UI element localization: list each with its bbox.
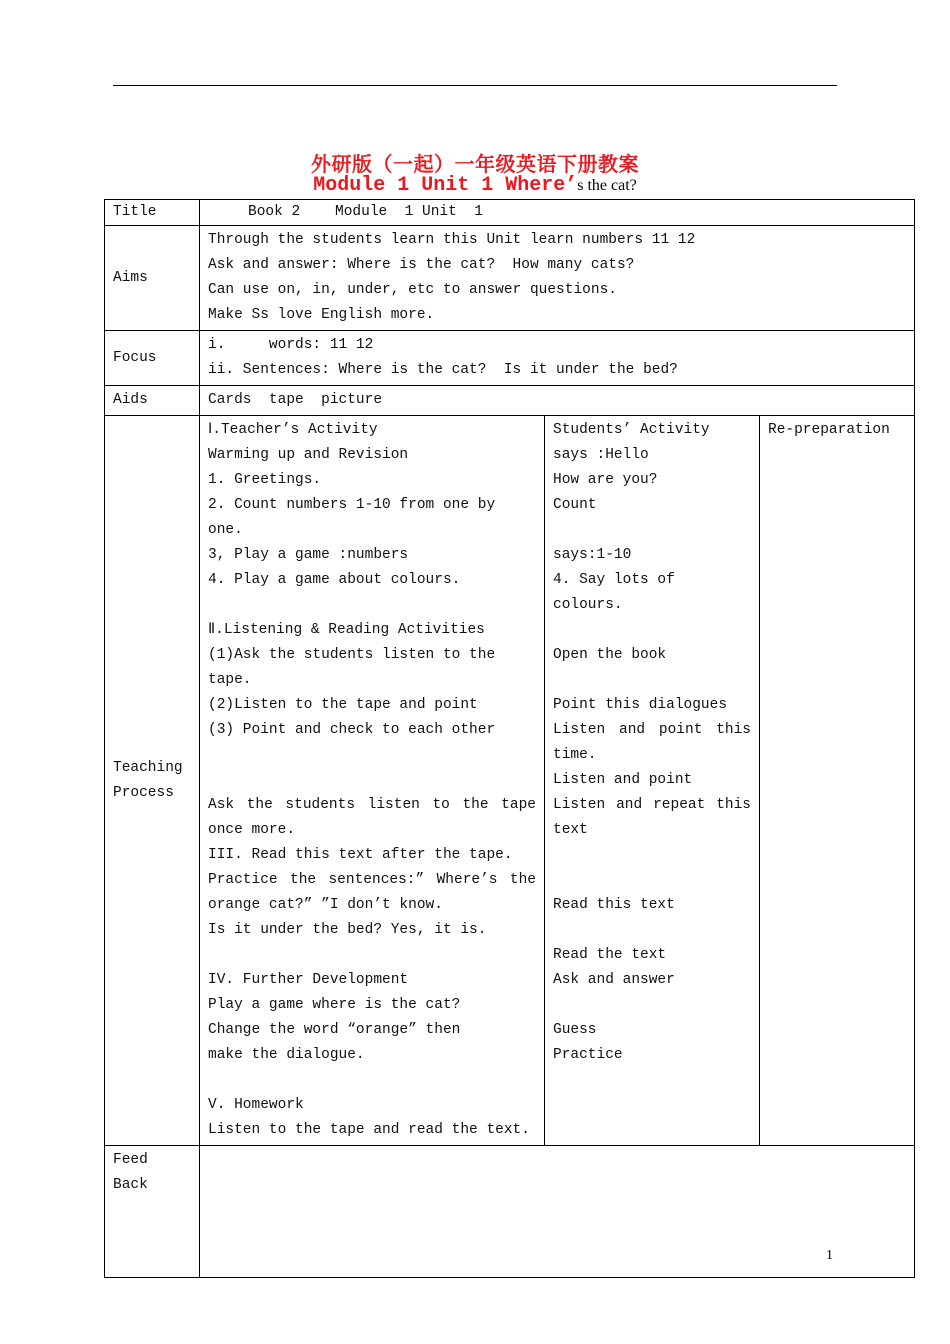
student-line: Read this text [553,897,675,913]
student-line: Open the book [553,647,667,663]
teacher-line: V. Homework [208,1097,304,1113]
aims-line: Through the students learn this Unit learn numbers 11 12 [208,232,696,248]
re-preparation-label: Re-preparation [768,422,890,438]
title-value-text: Book 2 Module 1 Unit 1 [248,204,483,220]
title-label: Title [105,200,200,226]
student-line [553,918,751,943]
header-rule [113,85,837,86]
aids-value: Cards tape picture [208,392,383,408]
teacher-line: III. Read this text after the tape. [208,847,513,863]
page-number: 1 [826,1248,833,1263]
student-line: Listen and point this [553,722,751,738]
teacher-line: 1. Greetings. [208,472,322,488]
student-line: Listen and repeat this [553,797,751,813]
row-title [105,200,915,226]
focus-label: Focus [105,331,200,386]
student-line [553,868,751,893]
student-activity-column [545,416,760,1146]
title-english-tail: s the cat? [577,177,637,194]
document-title-english [0,174,950,197]
aims-line: Make Ss love English more. [208,307,435,323]
feedback-label-line: Back [113,1177,148,1193]
row-focus [105,331,915,386]
row-aids [105,386,915,416]
teacher-line: Play a game where is the cat? [208,997,461,1013]
student-line: Listen and point [553,772,693,788]
student-line: Read the text [553,947,667,963]
teacher-line: 2. Count numbers 1-10 from one by one. [208,497,504,538]
process-label-line: Process [113,784,174,801]
student-line [553,518,751,543]
teacher-line: (2)Listen to the tape and point [208,697,478,713]
teacher-line: orange cat?” ”I don’t know. [208,897,443,913]
aims-line: Can use on, in, under, etc to answer questions. [208,282,617,298]
student-line: time. [553,747,597,763]
student-line: Point this dialogues [553,697,728,713]
teacher-line: Practice the sentences:” Where’s the [208,872,536,888]
document-title-chinese: 外研版（一起）一年级英语下册教案 [311,152,639,176]
teacher-line: IV. Further Development [208,972,409,988]
student-line: How are you? [553,472,658,488]
feedback-content [200,1146,915,1278]
student-line: Practice [553,1047,623,1063]
teacher-line [208,768,536,793]
row-teaching-process [105,416,915,1146]
teacher-line: (1)Ask the students listen to the tape. [208,647,504,688]
aims-label: Aims [105,226,200,331]
teacher-line: Is it under the bed? Yes, it is. [208,922,487,938]
title-value [200,200,915,226]
aids-label: Aids [105,386,200,416]
teacher-line: Change the word “orange” then [208,1022,461,1038]
teacher-line: 4. Play a game about colours. [208,572,461,588]
feedback-label-line: Feed [113,1152,148,1168]
teacher-line [208,593,536,618]
focus-line: i. words: 11 12 [208,337,374,353]
student-line: text [553,822,588,838]
row-aims [105,226,915,331]
teacher-line: make the dialogue. [208,1047,365,1063]
feedback-label [105,1146,200,1278]
teacher-line: (3) Point and check to each other [208,722,496,738]
student-line [553,993,751,1018]
teacher-line: Ⅰ.Teacher’s Activity [208,422,378,438]
process-label-line: Teaching [113,759,183,776]
teacher-line [208,1068,536,1093]
student-line: Count [553,497,597,513]
teacher-line: Warming up and Revision [208,447,409,463]
teacher-line: Listen to the tape and read the text. [208,1122,530,1138]
title-english-main: Module 1 Unit 1 Where’ [313,174,578,197]
lesson-plan-table [104,199,915,1278]
teacher-line [208,743,536,768]
aims-content [200,226,915,331]
row-feedback [105,1146,915,1278]
student-line: Ask and answer [553,972,675,988]
focus-content [200,331,915,386]
teacher-line: once more. [208,822,296,838]
student-line: 4. Say lots of colours. [553,572,684,613]
teacher-line: Ⅱ.Listening & Reading Activities [208,622,485,638]
teacher-line: Ask the students listen to the tape [208,797,536,813]
student-line: Students’ Activity [553,422,710,438]
teacher-activity-column [200,416,545,1146]
aids-content [200,386,915,416]
student-line [553,668,751,693]
student-line [553,843,751,868]
teacher-line: 3, Play a game :numbers [208,547,409,563]
teacher-line [208,943,536,968]
student-line [553,618,751,643]
focus-line: ii. Sentences: Where is the cat? Is it under the bed? [208,362,678,378]
process-label [105,416,200,1146]
aims-line: Ask and answer: Where is the cat? How many cats? [208,257,635,273]
student-line: says:1-10 [553,547,632,563]
student-line: says :Hello [553,447,649,463]
re-preparation-column [760,416,915,1146]
student-line: Guess [553,1022,597,1038]
